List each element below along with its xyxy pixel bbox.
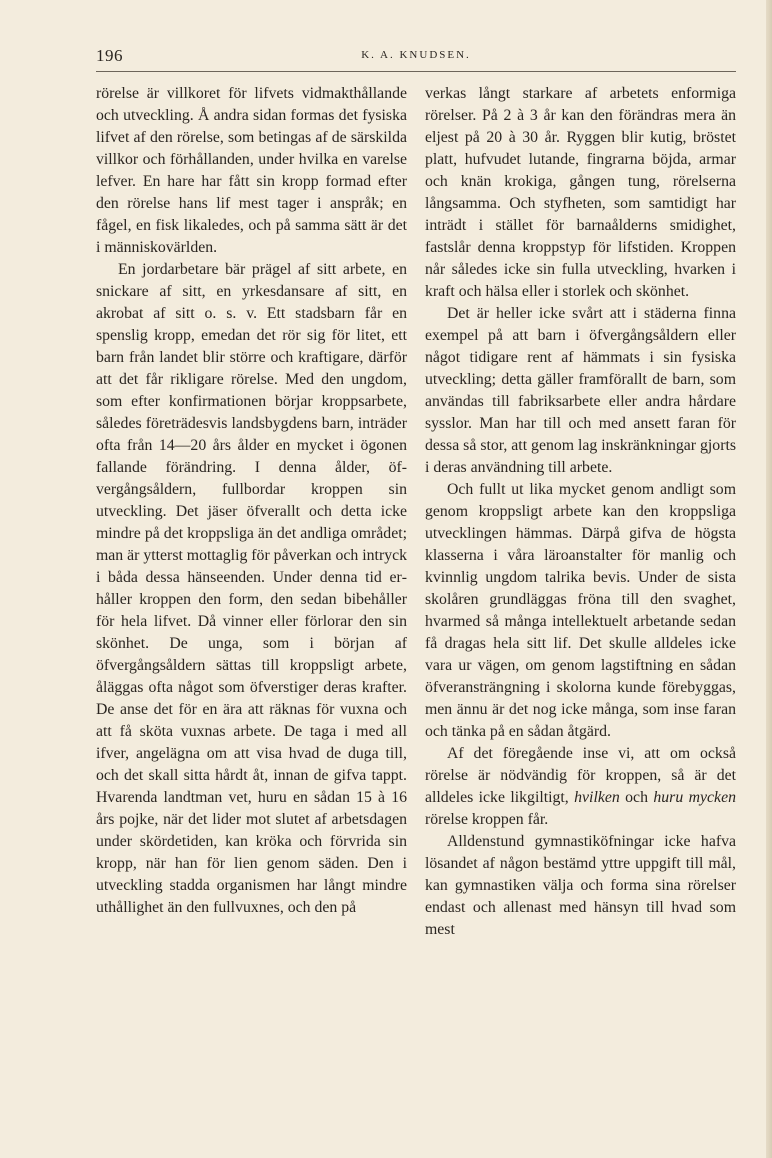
paragraph: Och fullt ut lika mycket genom andligt som genom kroppsligt arbete kan den kroppsliga utvecklingen hämmas. Därpå gifva de högsta klasserna i våra läroanstalter för manlig och kvinnlig ungdom talrika bevis. Under de sista skolåren grundläggas fröna till den svaghet, hvarmed så många intellektuelt arbetande sedan få dragas hela sitt lif. Det skulle alldeles icke vara ur vägen, om genom lagstiftning en sådan öfveransträngning i skolorna kunde förebyggas, men ännu är det nog icke många, som inse faran och tänka på en sådan åtgärd. — [425, 481, 736, 740]
paragraph: En jordarbetare bär prägel af sitt arbete, en snickare af sitt, en yrkesdansare af sitt, en akrobat af sitt o. s. v. Ett stadsbarn får en spenslig kropp, emedan det rör sig för litet, ett barn från landet blir större och kraftigare, därför att det får rikligare rörelse. Med den ungdom, som efter konfirmationen börjar kroppsarbete, således företrädesvis landsbygdens barn, inträder ofta från 14—20 års ålder en mycket i ögonen fallande förändring. I denna ålder, öfvergångsåldern, fullbordar kroppen sin utveckling. Det jäser öfverallt och detta icke mindre på det kroppsliga än det andliga området; man är ytterst mottaglig för påverkan och intryck i båda dessa hänseenden. Under denna tid erhåller kroppen den form, den sedan bibehåller för hela lifvet. Då vinner eller förlorar den sin skönhet. De unga, som i början af öfvergångsåldern sättas till kroppsligt arbete, åläggas ofta något som öfverstiger deras krafter. De anse det för en ära att räknas för vuxna och att få sköta vuxnas arbete. De taga i med all ifver, angelägna om att visa hvad de duga till, och det skall sitta hårdt åt, innan de gifva tappt. Hvarenda landtman vet, huru en sådan 15 à 16 års pojke, när det lider mot slutet af arbetsdagen under skördetiden, kan kröka och förvrida sin kropp, när han för lien genom säden. Den i utveckling stadda organismen har långt mindre uthållighet än den fullvuxnes, och den på — [96, 261, 408, 916]
italic-emphasis: huru mycken — [653, 789, 736, 806]
paragraph: Det är heller icke svårt att i städerna finna exempel på att barn i öfvergångsåldern eller något tidigare rent af hämmats i sin fysiska utveckling; detta gäller framförallt de barn, som användas till fabriksarbete eller andra hårdare sysslor. Man har till och med ansett faran för dessa så stor, att genom lag inskränkningar gjorts i deras användning till arbete. — [425, 305, 736, 476]
left-column — [96, 83, 407, 919]
paragraph: rörelse är villkoret för lifvets vidmakthållande och utveckling. Å andra sidan formas det fysiska lifvet af den rörelse, som betingas af de särskilda villkor och förhållanden, under hvilka en varelse lefver. En hare har fått sin kropp formad efter den rörelse hans lif mest tager i anspråk; en fågel, en fisk likaledes, och på samma sätt är det i människovärlden. — [96, 85, 407, 256]
paragraph-text: och — [625, 789, 648, 806]
page-edge — [766, 0, 772, 1158]
paragraph-text: rörelse kroppen får. — [425, 811, 549, 828]
paragraph-text: Af det föregående inse vi, att om också rörelse är nödvändig för kroppen, så är det alldeles icke likgiltigt, — [425, 745, 736, 806]
right-column — [425, 83, 736, 941]
paragraph: verkas långt starkare af arbetets enformiga rörelser. På 2 à 3 år kan den förändras mera än eljest på 20 à 30 år. Ryggen blir kutig, bröstet platt, hufvudet lutande, fingrarna böjda, armar och knän krokiga, gången tung, rörelserna långsamma. Och styfheten, som samtidigt har inträdt i stället för barnaålderns smidighet, fastslår denna kroppstyp för lifstiden. Kroppen når således icke sin fulla utveckling, hvarken i kraft och hälsa eller i storlek och skönhet. — [425, 85, 736, 300]
paragraph: Alldenstund gymnastiköfningar icke hafva lösandet af någon bestämd yttre uppgift till mål, kan gymnastiken välja och forma sina rörelser endast och allenast med hänsyn till hvad som mest — [425, 833, 736, 938]
header-rule — [96, 71, 736, 72]
page-number: 196 — [96, 46, 123, 65]
paragraph — [425, 743, 736, 831]
italic-emphasis: hvilken — [574, 789, 620, 806]
running-head-author: K. A. KNUDSEN. — [361, 49, 471, 61]
running-head — [96, 38, 736, 68]
